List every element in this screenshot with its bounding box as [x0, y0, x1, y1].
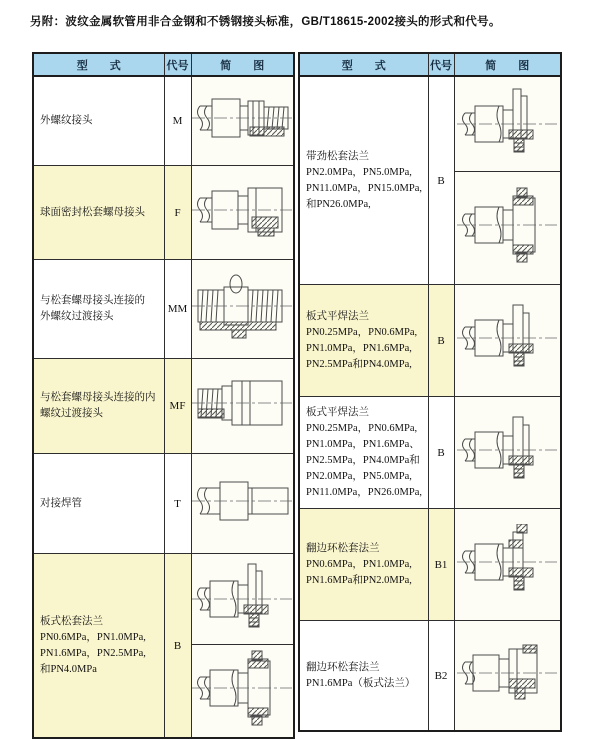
diagram-box	[455, 509, 561, 614]
type-line: 带劲松套法兰	[306, 150, 369, 162]
fitting-diagram-flange-flare	[457, 524, 557, 600]
type-line: PN1.6MPa和PN2.0MPa,	[306, 574, 412, 586]
type-cell	[33, 260, 164, 359]
fitting-diagram-flange-tall	[192, 561, 292, 637]
diagram-cell	[454, 397, 561, 509]
header-row	[33, 53, 294, 76]
type-line: PN1.6MPa（板式法兰）	[306, 677, 416, 689]
diagram-box	[192, 644, 294, 731]
type-cell	[299, 76, 428, 285]
type-cell	[299, 621, 428, 732]
fitting-diagram-flange-weld	[457, 412, 557, 488]
diagram-box	[455, 77, 561, 171]
type-line: 球面密封松套螺母接头	[40, 206, 145, 218]
code-cell: MM	[164, 260, 191, 359]
type-line: PN0.6MPa，PN1.0MPa,	[40, 631, 146, 643]
diagram-box	[192, 77, 294, 159]
table-right	[298, 52, 562, 732]
type-line: 对接焊管	[40, 497, 82, 509]
table-row	[299, 621, 561, 732]
diagram-cell	[454, 509, 561, 621]
fitting-table-left	[32, 52, 295, 739]
type-line: 外螺纹接头	[40, 115, 93, 126]
diagram-box	[192, 166, 294, 253]
diagram-cell	[454, 285, 561, 397]
fitting-diagram-flange-tall	[457, 86, 557, 162]
table-row	[33, 454, 294, 554]
table-row	[299, 509, 561, 621]
type-line: PN11.0MPa，PN15.0MPa,	[306, 182, 423, 194]
code-cell: B	[164, 554, 191, 739]
code-cell: B1	[428, 509, 454, 621]
table-row	[299, 76, 561, 285]
type-cell	[33, 554, 164, 739]
type-cell	[299, 285, 428, 397]
table-row	[33, 166, 294, 260]
diagram-box	[455, 621, 561, 724]
fitting-diagram-nut	[192, 172, 292, 248]
page-title: 另附：波纹金属软管用非合金钢和不锈钢接头标准，GB/T18615-2002接头的形式和代号。	[30, 16, 501, 28]
code-cell: B	[428, 397, 454, 509]
code-cell: MF	[164, 359, 191, 454]
diagram-box	[455, 397, 561, 502]
type-line: 板式平焊法兰	[306, 310, 369, 322]
diagram-box	[455, 285, 561, 390]
diagram-box	[192, 454, 294, 547]
type-line: PN1.6MPa，PN2.5MPa,	[40, 647, 146, 659]
diagram-box	[192, 554, 294, 644]
fitting-diagram-union	[192, 365, 292, 441]
code-cell: T	[164, 454, 191, 554]
table-row	[33, 554, 294, 739]
fitting-table-right	[298, 52, 562, 732]
fitting-diagram-flange-loose	[457, 187, 557, 263]
table-row	[299, 397, 561, 509]
type-line: 和PN26.0MPa,	[306, 198, 371, 210]
header-row	[299, 53, 561, 76]
type-line: 与松套螺母接头连接的	[40, 295, 145, 306]
type-line: PN1.0MPa，PN1.6MPa,	[306, 342, 412, 354]
table-left	[32, 52, 295, 739]
type-cell	[33, 76, 164, 166]
col-header-diagram: 简 图	[191, 53, 294, 76]
fitting-diagram-flange-loose	[192, 650, 292, 726]
diagram-cell	[191, 359, 294, 454]
type-cell	[33, 454, 164, 554]
code-cell: M	[164, 76, 191, 166]
diagram-cell	[191, 454, 294, 554]
table-row	[33, 76, 294, 166]
fitting-diagram-male-thread	[192, 80, 292, 156]
type-line: 与松套螺母接头连接的内	[40, 392, 156, 403]
type-cell	[33, 359, 164, 454]
diagram-cell	[191, 554, 294, 739]
type-line: 翻边环松套法兰	[306, 542, 380, 554]
code-cell: F	[164, 166, 191, 260]
col-header-code: 代号	[428, 53, 454, 76]
fitting-diagram-flange-plate	[457, 635, 557, 711]
code-cell: B	[428, 76, 454, 285]
diagram-box	[455, 171, 561, 278]
type-line: 和PN4.0MPa	[40, 663, 97, 675]
col-header-type: 型 式	[33, 53, 164, 76]
type-line: PN11.0MPa，PN26.0MPa,	[306, 486, 423, 498]
diagram-cell	[191, 76, 294, 166]
type-line: PN2.5MPa和PN4.0MPa,	[306, 358, 412, 370]
type-line: PN1.0MPa，PN1.6MPa、	[306, 438, 420, 450]
type-line: PN2.0MPa，PN5.0MPa,	[306, 166, 412, 178]
type-line: 翻边环松套法兰	[306, 661, 380, 673]
type-line: PN0.6MPa，PN1.0MPa,	[306, 558, 412, 570]
table-row	[299, 285, 561, 397]
type-line: PN2.0MPa，PN5.0MPa,	[306, 470, 412, 482]
diagram-cell	[191, 166, 294, 260]
col-header-diagram: 简 图	[454, 53, 561, 76]
type-line: 螺纹过渡接头	[40, 408, 103, 419]
type-cell	[33, 166, 164, 260]
fitting-diagram-flange-weld	[457, 300, 557, 376]
col-header-type: 型 式	[299, 53, 428, 76]
code-cell: B2	[428, 621, 454, 732]
fitting-diagram-nipple	[192, 268, 292, 344]
type-line: 外螺纹过渡接头	[40, 311, 114, 322]
table-row	[33, 359, 294, 454]
type-cell	[299, 397, 428, 509]
type-line: PN0.25MPa，PN0.6MPa,	[306, 422, 418, 434]
diagram-box	[192, 359, 294, 447]
fitting-diagram-pipe	[192, 463, 292, 539]
type-line: 板式平焊法兰	[306, 406, 369, 418]
type-line: 板式松套法兰	[40, 615, 103, 627]
type-line: PN2.5MPa，PN4.0MPa和	[306, 454, 420, 466]
diagram-cell	[191, 260, 294, 359]
diagram-cell	[454, 76, 561, 285]
type-line: PN0.25MPa，PN0.6MPa,	[306, 326, 418, 338]
type-cell	[299, 509, 428, 621]
diagram-cell	[454, 621, 561, 732]
table-row	[33, 260, 294, 359]
col-header-code: 代号	[164, 53, 191, 76]
diagram-box	[192, 260, 294, 352]
code-cell: B	[428, 285, 454, 397]
